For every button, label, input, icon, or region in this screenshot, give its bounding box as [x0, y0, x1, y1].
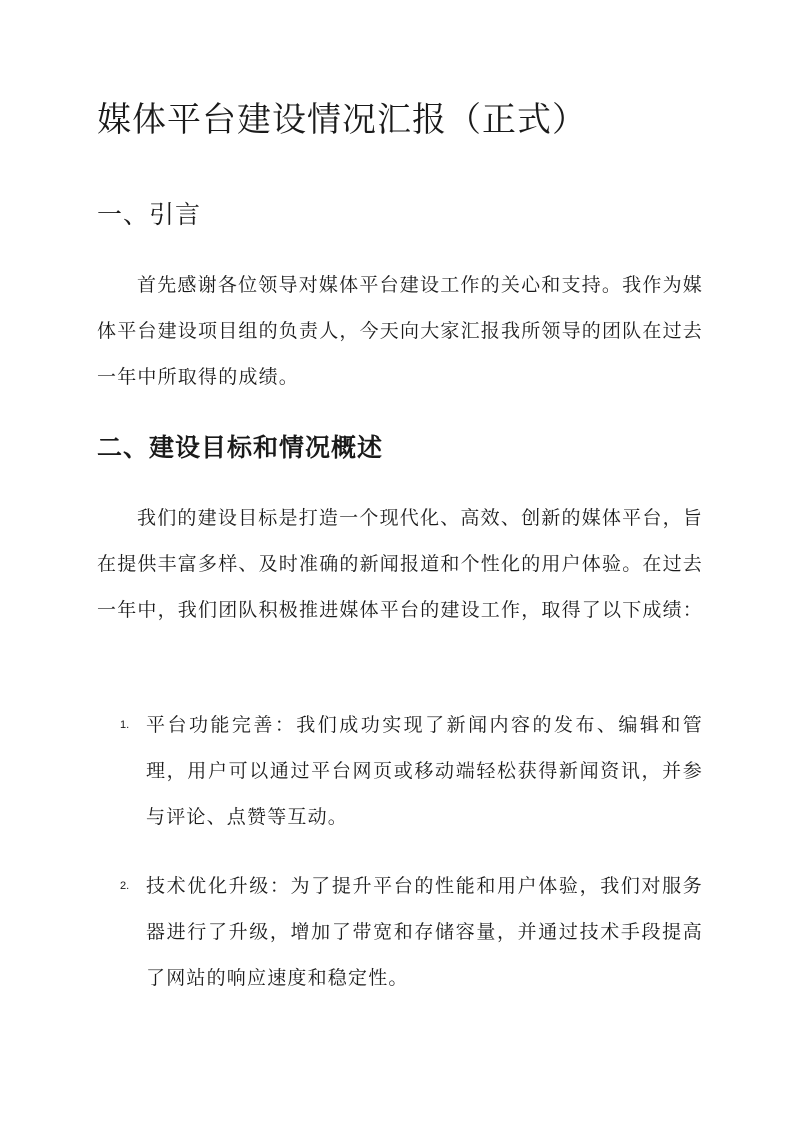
list-item-number: 1.: [120, 719, 130, 731]
section-heading-introduction: 一、引言: [97, 200, 202, 229]
list-item: [120, 863, 703, 1001]
list-item-text: 技术优化升级：为了提升平台的性能和用户体验，我们对服务器进行了升级，增加了带宽和存储容量，并通过技术手段提高了网站的响应速度和稳定性。: [146, 875, 703, 989]
list-item-text: 平台功能完善：我们成功实现了新闻内容的发布、编辑和管理，用户可以通过平台网页或移动端轻松获得新闻资讯，并参与评论、点赞等互动。: [146, 714, 703, 828]
document-title: 媒体平台建设情况汇报（正式）: [97, 100, 587, 140]
introduction-paragraph: 首先感谢各位领导对媒体平台建设工作的关心和支持。我作为媒体平台建设项目组的负责人，今天向大家汇报我所领导的团队在过去一年中所取得的成绩。: [97, 274, 704, 388]
section-heading-goals-overview: 二、建设目标和情况概述: [97, 433, 384, 462]
list-item-number: 2.: [120, 880, 130, 892]
list-item: [120, 702, 703, 840]
goals-overview-paragraph: 我们的建设目标是打造一个现代化、高效、创新的媒体平台，旨在提供丰富多样、及时准确的新闻报道和个性化的用户体验。在过去一年中，我们团队积极推进媒体平台的建设工作，取得了以下成绩：: [97, 507, 704, 621]
